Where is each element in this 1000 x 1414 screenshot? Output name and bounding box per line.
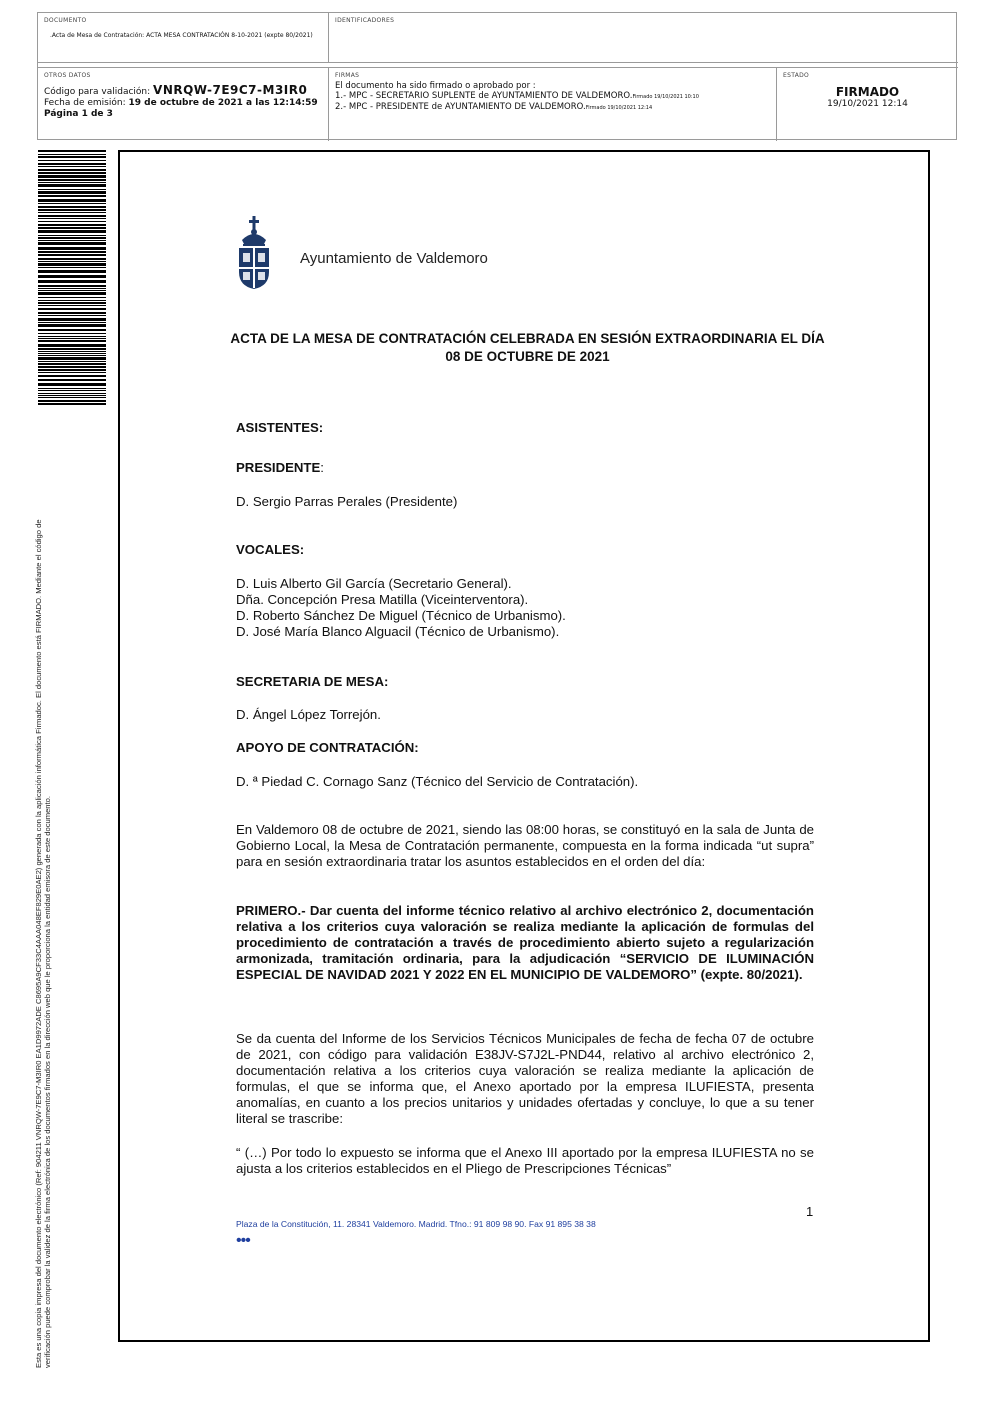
codigo-label: Código para validación:	[44, 87, 151, 97]
documento-label: DOCUMENTO	[44, 17, 87, 24]
identificadores-cell	[329, 13, 958, 63]
vocales-list	[236, 576, 814, 640]
estado-label: ESTADO	[783, 72, 810, 79]
list-item: D. José María Blanco Alguacil (Técnico de Urbanismo).	[236, 624, 560, 639]
firmas-cell	[329, 67, 777, 141]
codigo-validacion	[44, 85, 322, 98]
estado-cell	[777, 67, 958, 141]
identificadores-label: IDENTIFICADORES	[335, 17, 395, 24]
paragraph-quote: “ (…) Por todo lo expuesto se informa que el Anexo III aportado por la empresa ILUFIESTA no se ajusta a los criterios establecidos en el Pliego de Prescripciones Técnicas”	[236, 1145, 814, 1176]
codigo-value: VNRQW-7E9C7-M3IR0	[153, 83, 308, 97]
estado-date: 19/10/2021 12:14	[827, 99, 908, 109]
apoyo-name: D. ª Piedad C. Cornago Sanz (Técnico del Servicio de Contratación).	[236, 774, 639, 789]
fecha-emision	[44, 98, 322, 109]
municipality-name: Ayuntamiento de Valdemoro	[300, 250, 488, 267]
side-text-line-2: verificación puede comprobar la validez de la firma electrónica de los documentos firmados en la dirección web que le proporciona la entidad emisora de este documento.	[43, 796, 52, 1368]
firmas-label: FIRMAS	[335, 72, 360, 79]
barcode-icon	[38, 150, 106, 405]
presidente-heading: PRESIDENTE:	[236, 460, 324, 475]
page-number: 1	[806, 1204, 814, 1219]
firmas-intro: El documento ha sido firmado o aprobado por :	[335, 81, 536, 91]
documento-cell	[38, 13, 329, 63]
otros-datos-cell	[38, 67, 329, 141]
fecha-value: 19 de octubre de 2021 a las 12:14:59	[128, 98, 318, 108]
firma-1-date: Firmado 19/10/2021 10:10	[632, 94, 699, 100]
secretaria-name: D. Ángel López Torrejón.	[236, 707, 381, 722]
list-item: Dña. Concepción Presa Matilla (Viceinterventora).	[236, 592, 529, 607]
list-item: D. Luis Alberto Gil García (Secretario General).	[236, 576, 512, 591]
paragraph-informe: Se da cuenta del Informe de los Servicios Técnicos Municipales de fecha de fecha 07 de octubre de 2021, con código para validación E38JV-S7J2L-PND44, relativo al archivo electrónico 2, documentación relativa a los criterios cuya valoración se realiza mediante la aplicación de formulas, el que se informa que, el Anexo aportado por la empresa ILUFIESTA, presenta anomalías, en cuanto a los precios unitarios y unidades ofertadas y concluye, lo que a su tener literal se trascribe:	[236, 1031, 814, 1126]
firma-1	[335, 91, 770, 102]
pagina-indicator: Página 1 de 3	[44, 109, 113, 119]
firma-2-date: Firmado 19/10/2021 12:14	[585, 105, 653, 111]
firma-2-text: 2.- MPC - PRESIDENTE de AYUNTAMIENTO DE VALDEMORO.	[335, 102, 586, 112]
side-text-line-1: Esta es una copia impresa del documento electrónico (Ref: 904211 VNRQW-7E9C7-M3IR0 EA1D9972ADE C8695A9CF33C4AAA048EF829E0AE2) generada con la aplicación informática Firmadoc. El documento está FIRMADO. Mediante el código de	[34, 519, 43, 1368]
fecha-label: Fecha de emisión:	[44, 98, 126, 108]
secretaria-heading: SECRETARIA DE MESA:	[236, 674, 389, 689]
otros-datos-label: OTROS DATOS	[44, 72, 91, 79]
asistentes-heading: ASISTENTES:	[236, 420, 324, 435]
firma-2	[335, 102, 770, 113]
page-title: ACTA DE LA MESA DE CONTRATACIÓN CELEBRADA EN SESIÓN EXTRAORDINARIA EL DÍA 08 DE OCTUBRE DE 2021	[230, 331, 825, 364]
estado-value: FIRMADO	[835, 85, 900, 99]
list-item: D. Roberto Sánchez De Miguel (Técnico de Urbanismo).	[236, 608, 566, 623]
firma-1-text: 1.- MPC - SECRETARIO SUPLENTE de AYUNTAMIENTO DE VALDEMORO.	[335, 91, 633, 101]
apoyo-heading: APOYO DE CONTRATACIÓN:	[236, 740, 419, 755]
signature-header	[37, 12, 957, 140]
presidente-heading-label: PRESIDENTE	[236, 460, 321, 475]
documento-text: .Acta de Mesa de Contratación: ACTA MESA CONTRATACIÓN 8-10-2021 (expte 80/2021)	[50, 32, 313, 39]
presidente-name: D. Sergio Parras Perales (Presidente)	[236, 494, 458, 509]
coat-of-arms-icon	[234, 210, 274, 290]
side-verification-text	[34, 428, 52, 1368]
vocales-heading: VOCALES:	[236, 542, 305, 557]
paragraph-primero: PRIMERO.- Dar cuenta del informe técnico relativo al archivo electrónico 2, documentación relativa a los criterios cuya valoración se realiza mediante la aplicación de formulas del procedimiento de contratación a través de procedimiento abierto sujeto a regularización armonizada, tramitación ordinaria, para la adjudicación “SERVICIO DE ILUMINACIÓN ESPECIAL DE NAVIDAD 2021 Y 2022 EN EL MUNICIPIO DE VALDEMORO” (expte. 80/2021).	[236, 903, 814, 982]
footer-address: Plaza de la Constitución, 11. 28341 Valdemoro. Madrid. Tfno.: 91 809 98 90. Fax 91 895 38 38	[236, 1219, 596, 1229]
paragraph-opening: En Valdemoro 08 de octubre de 2021, siendo las 08:00 horas, se constituyó en la sala de Junta de Gobierno Local, la Mesa de Contratación permanente, compuesta en la forma indicada “ut supra” para en sesión extraordinaria tratar los asuntos establecidos en el orden del día:	[236, 822, 814, 869]
document-page	[118, 150, 930, 1342]
footer-dots: •••	[236, 1232, 250, 1249]
